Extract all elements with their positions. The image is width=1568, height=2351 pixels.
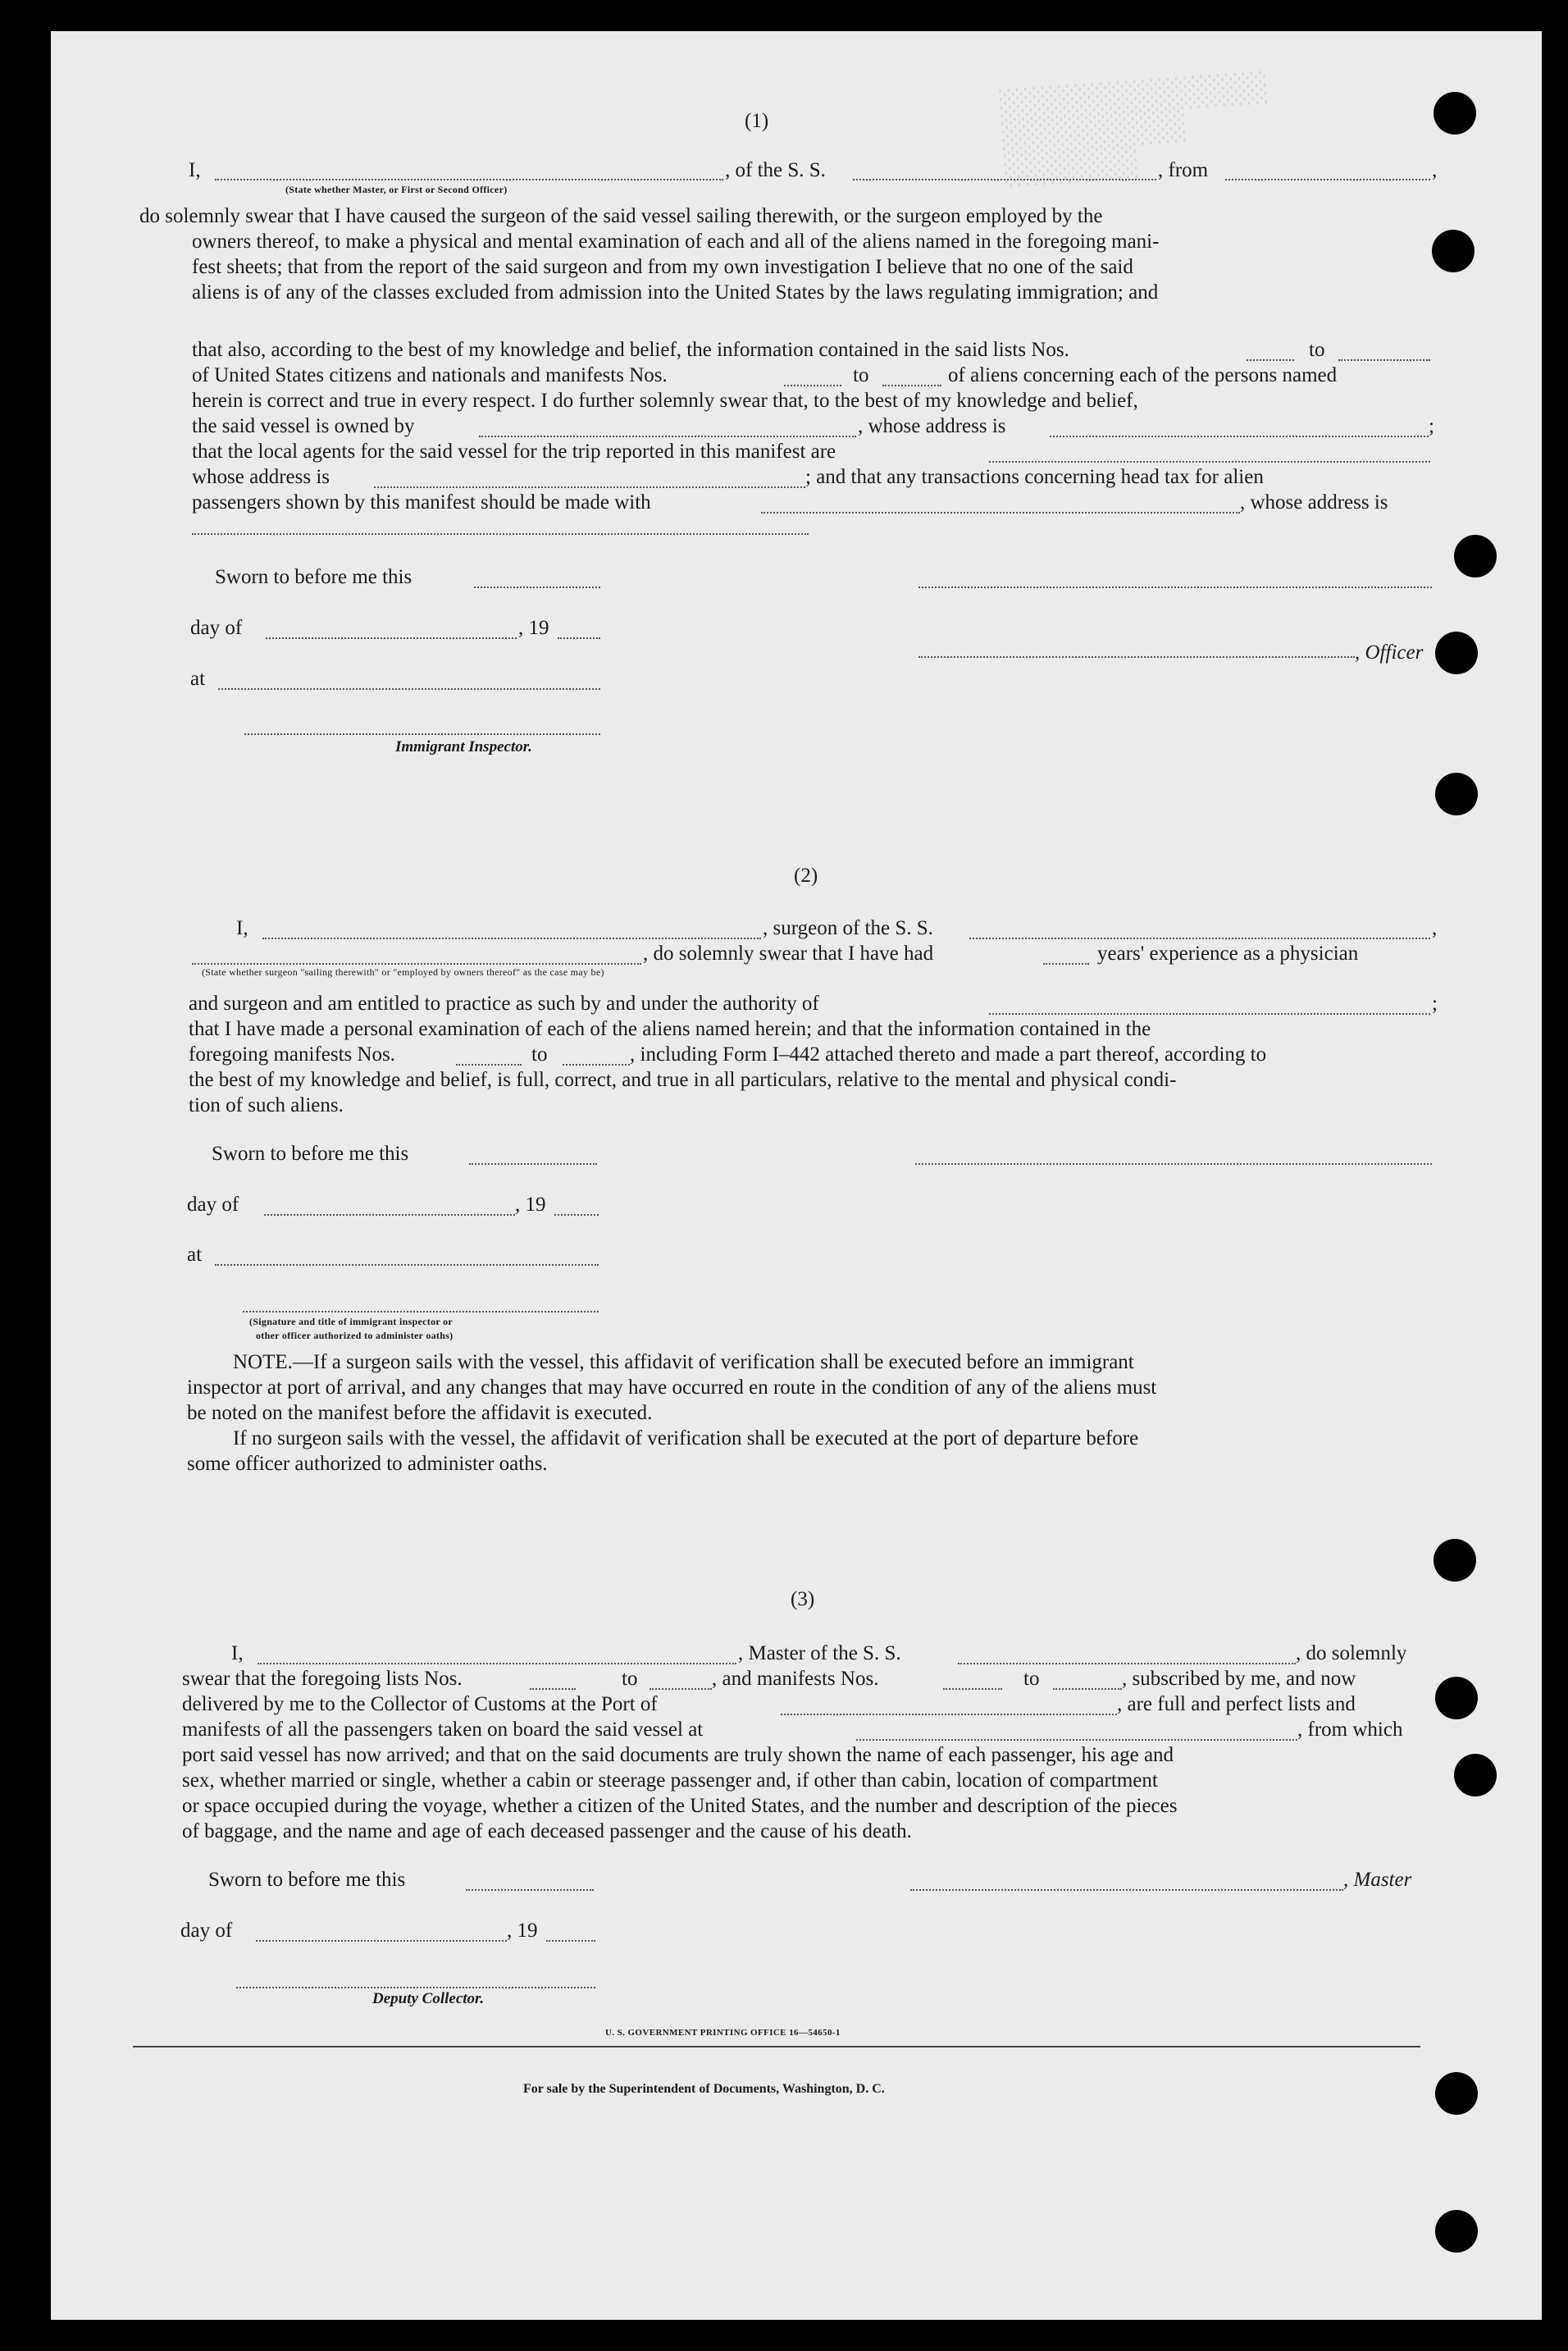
s3-month-field (256, 1940, 507, 1942)
s2-comma: , (1432, 917, 1438, 939)
s2-surgeon-type-field (192, 963, 641, 965)
s1-from-field (1225, 179, 1430, 180)
s2-including-text: , including Form I–442 attached thereto and made a part thereof, according to (630, 1043, 1267, 1066)
punch-hole (1435, 1677, 1478, 1719)
s1-officer-signature-field (918, 587, 1432, 588)
s3-body-line: sex, whether married or single, whether a cabin or steerage passenger and, if other than cabin, location of compartment (182, 1769, 1158, 1792)
s3-year-field (546, 1940, 595, 1942)
s1-whose-address-label-2: whose address is (192, 466, 330, 488)
s1-at-field (218, 688, 600, 690)
s2-officer-signature-field (243, 1311, 599, 1312)
s3-sworn-day-field (466, 1889, 594, 1891)
s3-swear-lists-label: swear that the foregoing lists Nos. (182, 1668, 463, 1690)
s2-swear-had-text: , do solemnly swear that I have had (643, 943, 934, 965)
s1-sworn-label: Sworn to before me this (215, 566, 413, 588)
s2-authority-field (989, 1013, 1430, 1015)
section-3-number: (3) (791, 1588, 815, 1610)
s2-surgeon-signature-field (915, 1163, 1432, 1165)
s2-years-exp-text: years' experience as a physician (1097, 943, 1359, 965)
s1-whose-address-label-3: , whose address is (1240, 491, 1388, 514)
s1-list-to-field (1338, 359, 1430, 361)
s2-at-field (215, 1264, 599, 1266)
s3-subscribed-text: , subscribed by me, and now (1122, 1668, 1356, 1690)
s3-body-line: port said vessel has now arrived; and that on the said documents are truly shown the name of each passenger, his age and (182, 1744, 1174, 1766)
s1-owned-by-label: the said vessel is owned by (192, 415, 415, 437)
s2-note-line: If no surgeon sails with the vessel, the affidavit of verification shall be executed at the port of departure before (233, 1427, 1139, 1449)
s3-body-line: or space occupied during the voyage, whether a citizen of the United States, and the number and description of the pieces (182, 1795, 1178, 1817)
s1-at-label: at (190, 668, 206, 690)
s3-name-field (258, 1663, 736, 1664)
document-page (51, 31, 1542, 2320)
s1-to-label: to (1309, 339, 1325, 361)
s2-at-label: at (187, 1244, 203, 1266)
s1-agents-address-field (374, 486, 805, 488)
s3-i-label: I, (231, 1642, 244, 1664)
punch-hole (1434, 1539, 1476, 1582)
s2-name-field (262, 938, 761, 939)
s1-i-label: I, (189, 159, 201, 181)
s2-i-label: I, (236, 917, 248, 939)
s2-manifest-to-field (563, 1064, 630, 1066)
s2-note-line: inspector at port of arrival, and any changes that may have occurred en route in the condition of any of the aliens must (187, 1376, 1157, 1399)
s1-whose-address-label: , whose address is (858, 415, 1006, 437)
s3-year-prefix: , 19 (507, 1920, 538, 1942)
s1-us-end-text: of aliens concerning each of the persons named (948, 364, 1338, 386)
s3-master-of-label: , Master of the S. S. (738, 1642, 901, 1664)
s1-day-of-label: day of (190, 617, 243, 639)
s3-list-from-field (530, 1688, 576, 1690)
s1-year-field (558, 637, 600, 639)
s1-inspector-caption: Immigrant Inspector. (395, 738, 532, 756)
s1-body-line: do solemnly swear that I have caused the surgeon of the said vessel sailing therewith, or the surgeon employed by the (139, 205, 1103, 227)
punch-hole (1432, 230, 1475, 272)
punch-hole (1454, 1754, 1497, 1796)
s1-owner-address-field (1050, 436, 1429, 437)
s2-year-prefix: , 19 (515, 1194, 546, 1216)
s2-note-line: be noted on the manifest before the affidavit is executed. (187, 1402, 653, 1424)
s1-body-line: owners thereof, to make a physical and mental examination of each and all of the aliens named in the foregoing mani- (192, 231, 1160, 253)
s2-caption-surgeon: (State whether surgeon "sailing therewith" or "employed by owners thereof" as the case may be) (202, 966, 604, 978)
s1-comma: , (1432, 159, 1438, 181)
s2-year-field (554, 1214, 599, 1216)
s1-caption-officer: (State whether Master, or First or Second Officer) (285, 184, 508, 195)
s1-agents-field (989, 461, 1430, 463)
s3-port-field (781, 1714, 1117, 1715)
s1-officer-label: , Officer (1355, 641, 1424, 664)
s3-master-label: , Master (1343, 1869, 1412, 1891)
s1-from-label: , from (1158, 159, 1209, 181)
s1-headtax-address-field (192, 533, 809, 535)
s1-passengers-label: passengers shown by this manifest should be made with (192, 491, 651, 514)
s2-month-field (264, 1214, 515, 1216)
bleed-through-stamp: ░░░░░░░░░░░░░░░░ ░░░░░░░░░░░ ░░░░░░░░ (999, 71, 1269, 189)
s2-sig-caption: (Signature and title of immigrant inspector or (249, 1316, 454, 1327)
s2-sworn-day-field (469, 1163, 597, 1165)
s1-headtax-contact-field (761, 512, 1240, 514)
section-1-number: (1) (745, 110, 769, 132)
s1-ship-field (853, 179, 1156, 180)
punch-hole (1454, 535, 1497, 577)
s1-lists-text: that also, according to the best of my knowledge and belief, the information contained in the said lists Nos. (192, 339, 1069, 361)
footer-rule (133, 2046, 1420, 2047)
s2-ship-field (969, 938, 1430, 939)
s2-manifest-from-field (456, 1064, 522, 1066)
s1-month-field (266, 637, 517, 639)
s2-note-line: some officer authorized to administer oaths. (187, 1453, 548, 1475)
punch-hole (1435, 632, 1478, 674)
s2-day-of-label: day of (187, 1194, 239, 1216)
s3-collector-signature-field (236, 1987, 595, 1988)
s1-us-citizens-text: of United States citizens and nationals and manifests Nos. (192, 364, 668, 386)
s1-local-agents-label: that the local agents for the said vessel for the trip reported in this manifest are (192, 441, 836, 463)
for-sale-notice: For sale by the Superintendent of Documents, Washington, D. C. (523, 2082, 885, 2096)
s2-authority-label: and surgeon and am entitled to practice as such by and under the authority of (189, 993, 819, 1015)
s3-and-manifests-label: , and manifests Nos. (712, 1668, 879, 1690)
s1-manifest-from-field (784, 385, 841, 386)
punch-hole (1435, 773, 1478, 815)
s2-body-line: tion of such aliens. (189, 1094, 344, 1116)
s3-manifests-all-label: manifests of all the passengers taken on board the said vessel at (182, 1719, 704, 1741)
s3-delivered-label: delivered by me to the Collector of Customs at the Port of (182, 1693, 658, 1715)
s3-ship-field (958, 1663, 1296, 1664)
s1-semicolon: ; (1429, 415, 1434, 437)
s1-body (139, 203, 1435, 305)
punch-hole (1435, 2210, 1478, 2253)
s1-body-line: fest sheets; that from the report of the said surgeon and from my own investigation I believe that no one of the said (192, 256, 1133, 278)
s3-from-which-text: , from which (1297, 1719, 1403, 1741)
s3-full-perfect-text: , are full and perfect lists and (1117, 1693, 1356, 1715)
s1-head-tax-text: ; and that any transactions concerning head tax for alien (805, 466, 1264, 488)
s1-body-line: aliens is of any of the classes excluded from admission into the United States by the laws regulating immigration; and (192, 281, 1159, 304)
s2-sig-caption: other officer authorized to administer oaths) (256, 1330, 454, 1341)
s2-sworn-label: Sworn to before me this (212, 1143, 409, 1165)
s1-to-label-2: to (853, 364, 869, 386)
s1-officer-title-field (918, 656, 1355, 658)
s2-body-line: that I have made a personal examination of each of the aliens named herein; and that the information contained in the (189, 1018, 1151, 1040)
s3-day-of-label: day of (180, 1920, 233, 1942)
s2-surgeon-of-label: , surgeon of the S. S. (763, 917, 933, 939)
s3-manifest-to-field (1053, 1688, 1122, 1690)
s1-year-prefix: , 19 (518, 617, 549, 639)
s3-deputy-caption: Deputy Collector. (372, 1990, 485, 2007)
s2-foregoing-label: foregoing manifests Nos. (189, 1043, 396, 1066)
s3-manifest-from-field (943, 1688, 1002, 1690)
s3-sworn-label: Sworn to before me this (208, 1869, 406, 1891)
s1-name-field (215, 179, 723, 180)
punch-hole (1435, 2072, 1478, 2115)
s3-solemnly-text: , do solemnly (1296, 1642, 1407, 1664)
s3-to-label: to (622, 1668, 638, 1690)
s2-semicolon: ; (1432, 993, 1438, 1015)
s1-herein-text: herein is correct and true in every respect. I do further solemnly swear that, to the best of my knowledge and belief, (192, 390, 1138, 412)
s1-manifest-to-field (882, 385, 941, 386)
s1-owner-field (479, 436, 856, 437)
printing-office-imprint: U. S. GOVERNMENT PRINTING OFFICE 16—54650-1 (605, 2028, 841, 2038)
s1-list-from-field (1247, 359, 1294, 361)
s3-to-label-2: to (1023, 1668, 1040, 1690)
punch-hole (1434, 92, 1476, 135)
s3-body-line: of baggage, and the name and age of each deceased passenger and the cause of his death. (182, 1820, 912, 1842)
s1-inspector-signature-field (244, 733, 600, 735)
s3-list-to-field (650, 1688, 712, 1690)
s2-body-line: the best of my knowledge and belief, is full, correct, and true in all particulars, relative to the mental and physical condi- (189, 1069, 1177, 1091)
s2-years-field (1043, 963, 1089, 965)
s3-departure-port-field (856, 1739, 1297, 1741)
s3-master-signature-field (910, 1889, 1343, 1891)
s1-sworn-day-field (474, 587, 600, 588)
s1-of-ss-label: , of the S. S. (725, 159, 826, 181)
s2-to-label: to (531, 1043, 548, 1066)
section-2-number: (2) (794, 865, 818, 887)
s2-note-line: NOTE.—If a surgeon sails with the vessel, this affidavit of verification shall be executed before an immigrant (233, 1351, 1134, 1373)
